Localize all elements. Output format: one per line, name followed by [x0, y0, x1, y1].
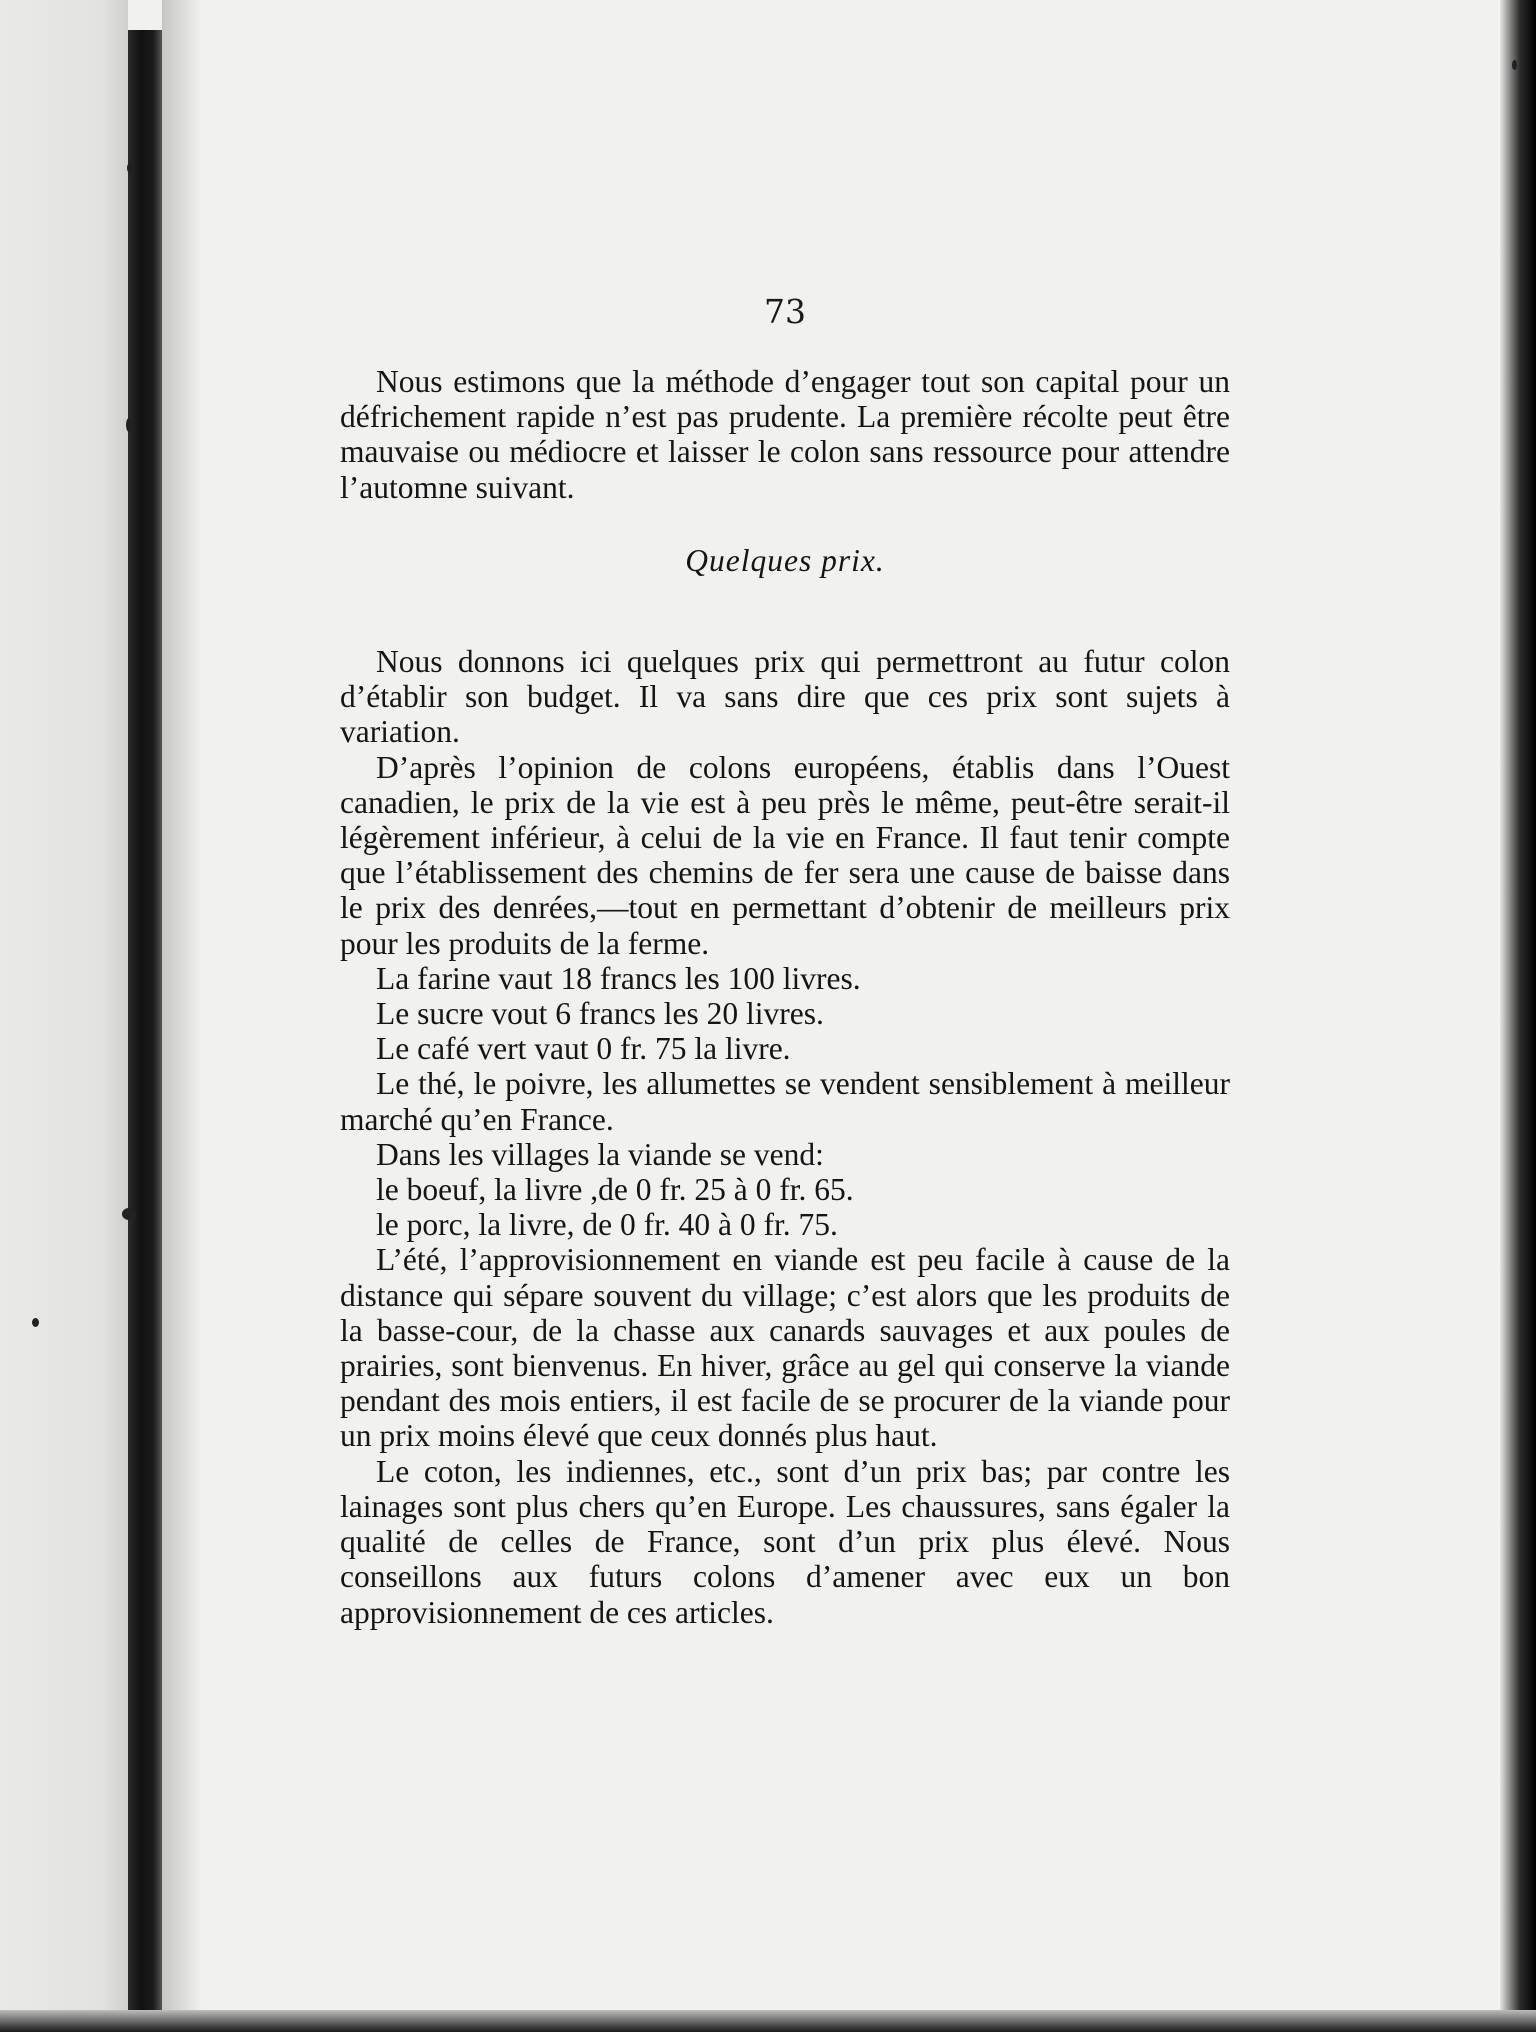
speck	[127, 162, 135, 174]
price-sugar: Le sucre vout 6 francs les 20 livres.	[376, 996, 824, 1032]
section-spacer	[340, 612, 1230, 644]
paragraph-textiles-shoes: Le coton, les indiennes, etc., sont d’un prix bas; par contre les lainages sont plus chers qu’en Europe. Les chaussures, sans égaler la qualité de celles de France, sont d’un prix plus élevé. Nous conseillons aux futurs colons d’amener avec eux un bon approvisionnement de ces articles.	[340, 1453, 1230, 1630]
price-pork: le porc, la livre, de 0 fr. 40 à 0 fr. 75.	[376, 1207, 838, 1243]
section-title: Quelques prix.	[685, 542, 885, 578]
speck	[32, 1318, 39, 1327]
speck	[1512, 60, 1517, 70]
speck	[126, 418, 132, 432]
price-tea-pepper-matches: Le thé, le poivre, les allumettes se vendent sensiblement à meilleur marché qu’en France.	[340, 1066, 1230, 1137]
page-number: 73	[764, 292, 806, 331]
body-text	[340, 364, 1230, 1630]
meat-intro: Dans les villages la viande se vend:	[376, 1136, 824, 1172]
price-coffee: Le café vert vaut 0 fr. 75 la livre.	[376, 1031, 791, 1067]
paragraph-budget: Nous donnons ici quelques prix qui permettront au futur colon d’établir son budget. Il va sans dire que ces prix sont sujets à variation.	[340, 644, 1230, 750]
price-beef: le boeuf, la livre ,de 0 fr. 25 à 0 fr. 65.	[376, 1172, 854, 1208]
paragraph-meat-supply: L’été, l’approvisionnement en viande est peu facile à cause de la distance qui sépare souvent du village; c’est alors que les produits de la basse-cour, de la chasse aux canards sauvages et aux poules de prairies, sont bienvenus. En hiver, grâce au gel qui conserve la viande pendant des mois entiers, il est facile de se procurer de la viande pour un prix moins élevé que ceux donnés plus haut.	[340, 1242, 1230, 1454]
price-flour: La farine vaut 18 francs les 100 livres.	[376, 960, 861, 996]
bottom-page-edge	[0, 2010, 1536, 2032]
speck	[122, 1208, 136, 1220]
intro-paragraph: Nous estimons que la méthode d’engager tout son capital pour un défrichement rapide n’est pas prudente. La première récolte peut être mauvaise ou médiocre et laisser le colon sans ressource pour attendre l’automne suivant.	[340, 364, 1230, 505]
paragraph-cost-of-living: D’après l’opinion de colons européens, établis dans l’Ouest canadien, le prix de la vie est à peu près le même, peut-être serait-il légèrement inférieur, à celui de la vie en France. Il faut tenir compte que l’établissement des chemins de fer sera une cause de baisse dans le prix des denrées,—tout en permettant d’obtenir de meilleurs prix pour les produits de la ferme.	[340, 749, 1230, 961]
